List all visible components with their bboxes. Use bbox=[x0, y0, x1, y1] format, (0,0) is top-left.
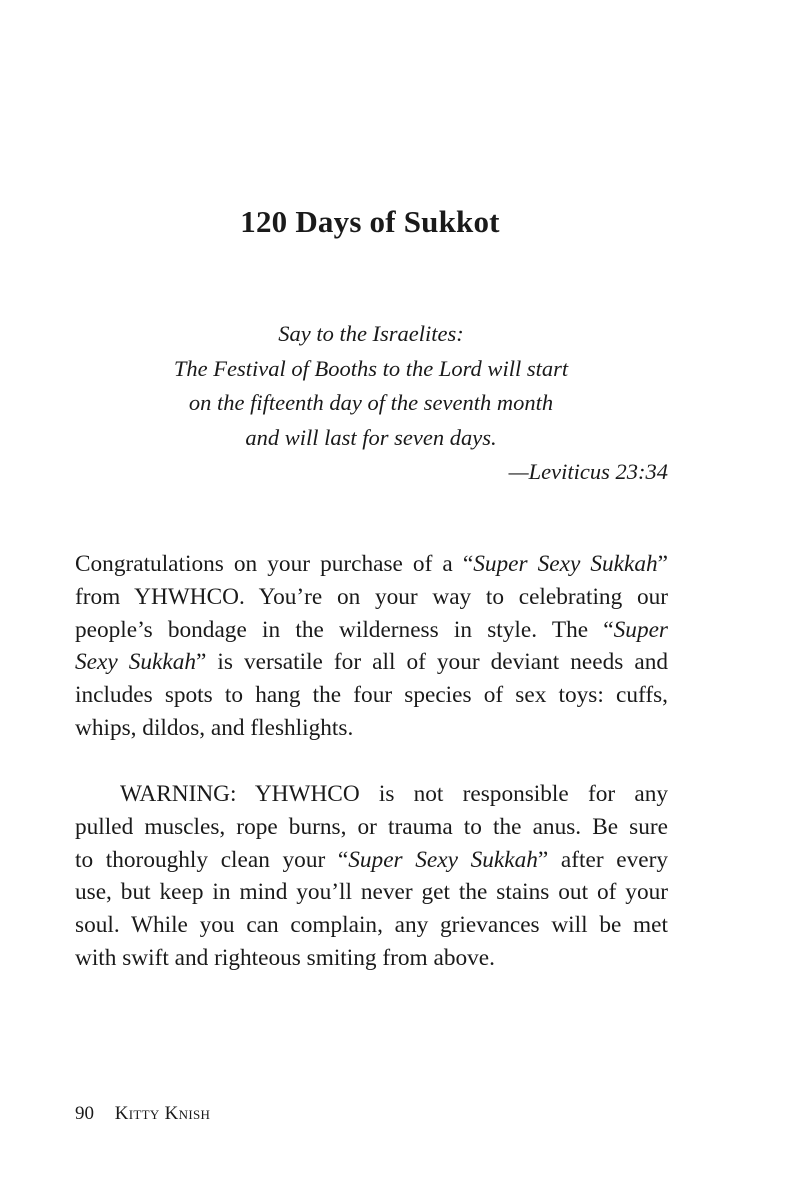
text-line: soul. While you can complain, any grievances will be met bbox=[75, 912, 668, 939]
epigraph-line: and will last for seven days. bbox=[245, 424, 497, 450]
body-paragraph-2 bbox=[75, 778, 668, 975]
epigraph-line: on the fifteenth day of the seventh month bbox=[188, 390, 554, 415]
text-line: Sexy Sukkah” is versatile for all of your deviant needs and bbox=[75, 649, 668, 676]
epigraph-line: Say to the Israelites: bbox=[278, 321, 464, 346]
epigraph-line: The Festival of Booths to the Lord will start bbox=[173, 355, 569, 381]
text-line: use, but keep in mind you’ll never get the stains out of your bbox=[75, 879, 668, 906]
epigraph-attribution: —Leviticus 23:34 bbox=[508, 459, 668, 484]
text-line: Congratulations on your purchase of a “Super Sexy Sukkah” bbox=[75, 551, 668, 577]
chapter-title: 120 Days of Sukkot bbox=[240, 204, 500, 239]
text-line: includes spots to hang the four species of sex toys: cuffs, bbox=[75, 682, 668, 709]
text-line: people’s bondage in the wilderness in style. The “Super bbox=[75, 616, 668, 643]
text-line: WARNING: YHWHCO is not responsible for any bbox=[120, 781, 668, 807]
text-line: pulled muscles, rope burns, or trauma to the anus. Be sure bbox=[75, 813, 668, 840]
text-line: with swift and righteous smiting from above. bbox=[75, 944, 495, 971]
text-line: whips, dildos, and fleshlights. bbox=[75, 714, 354, 741]
text-line: from YHWHCO. You’re on your way to celebrating our bbox=[75, 583, 668, 610]
running-head-author: Kitty Knish bbox=[114, 1103, 211, 1124]
page-number: 90 bbox=[75, 1103, 94, 1124]
epigraph bbox=[0, 317, 742, 490]
page-footer bbox=[75, 1103, 210, 1125]
body-paragraph-1 bbox=[75, 548, 668, 745]
text-line: to thoroughly clean your “Super Sexy Sukkah” after every bbox=[75, 846, 668, 873]
